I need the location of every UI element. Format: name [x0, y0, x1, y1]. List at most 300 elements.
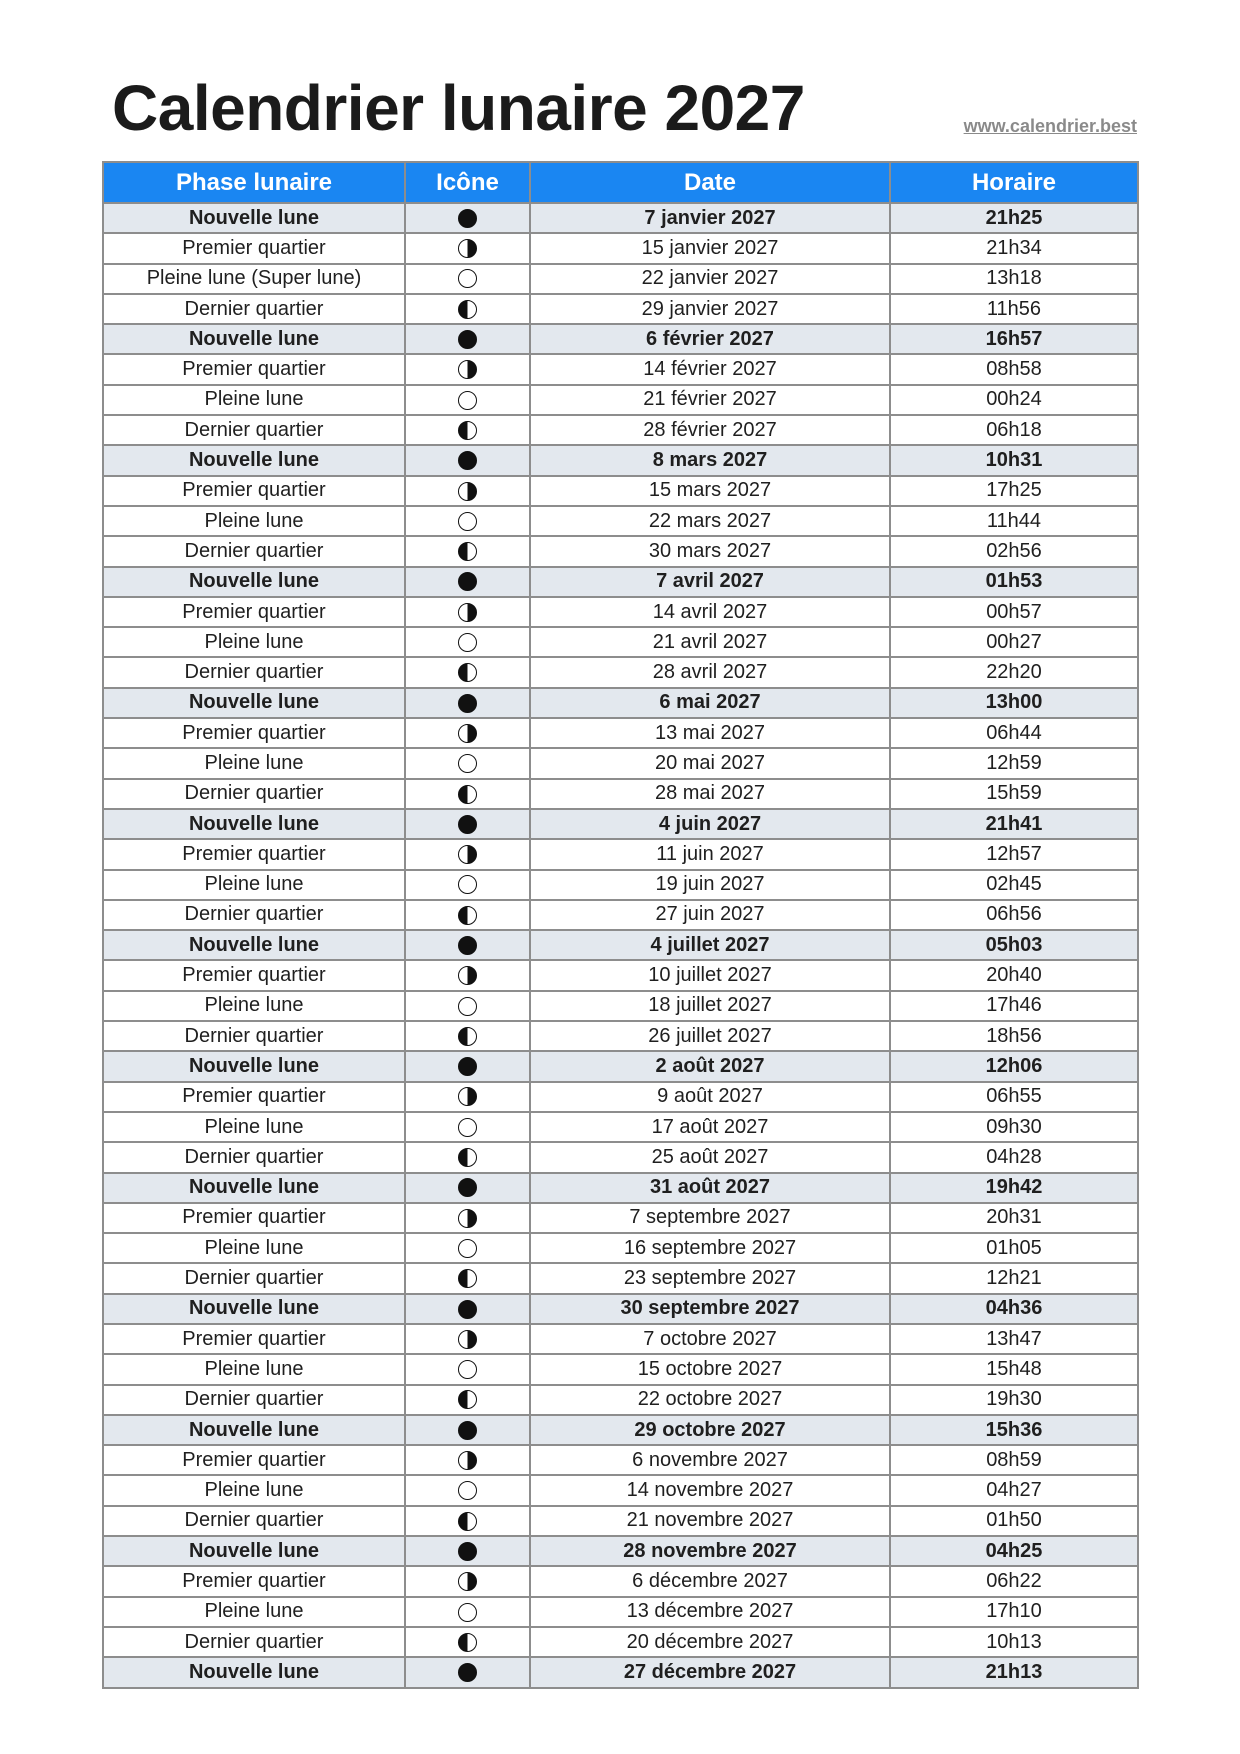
- cell-time: 00h24: [890, 385, 1138, 415]
- table-row: [103, 1233, 1138, 1263]
- cell-phase: Pleine lune: [103, 506, 405, 536]
- cell-icon: [405, 748, 530, 778]
- cell-icon: [405, 1566, 530, 1596]
- cell-time: 02h56: [890, 536, 1138, 566]
- cell-phase: Pleine lune: [103, 1112, 405, 1142]
- cell-phase: Dernier quartier: [103, 1021, 405, 1051]
- cell-icon: [405, 1475, 530, 1505]
- cell-icon: [405, 1051, 530, 1081]
- cell-date: 14 février 2027: [530, 354, 890, 384]
- cell-date: 31 août 2027: [530, 1173, 890, 1203]
- cell-phase: Pleine lune: [103, 1475, 405, 1505]
- cell-phase: Dernier quartier: [103, 657, 405, 687]
- table-row: [103, 1294, 1138, 1324]
- cell-phase: Nouvelle lune: [103, 445, 405, 475]
- cell-icon: [405, 870, 530, 900]
- cell-date: 28 novembre 2027: [530, 1536, 890, 1566]
- last-quarter-icon: [458, 663, 477, 682]
- cell-date: 9 août 2027: [530, 1082, 890, 1112]
- table-row: [103, 1263, 1138, 1293]
- cell-phase: Pleine lune: [103, 748, 405, 778]
- cell-phase: Pleine lune: [103, 627, 405, 657]
- cell-time: 05h03: [890, 930, 1138, 960]
- cell-phase: Pleine lune: [103, 1597, 405, 1627]
- table-row: [103, 1385, 1138, 1415]
- first-quarter-icon: [458, 1087, 477, 1106]
- full-moon-icon: [458, 1481, 477, 1500]
- cell-date: 27 décembre 2027: [530, 1657, 890, 1687]
- cell-icon: [405, 385, 530, 415]
- cell-icon: [405, 203, 530, 233]
- cell-phase: Nouvelle lune: [103, 1415, 405, 1445]
- cell-date: 22 janvier 2027: [530, 264, 890, 294]
- full-moon-icon: [458, 1360, 477, 1379]
- cell-time: 16h57: [890, 324, 1138, 354]
- first-quarter-icon: [458, 845, 477, 864]
- cell-date: 19 juin 2027: [530, 870, 890, 900]
- cell-phase: Nouvelle lune: [103, 688, 405, 718]
- table-row: [103, 1627, 1138, 1657]
- table-row: [103, 1475, 1138, 1505]
- full-moon-icon: [458, 997, 477, 1016]
- table-row: [103, 1021, 1138, 1051]
- cell-time: 21h13: [890, 1657, 1138, 1687]
- cell-time: 22h20: [890, 657, 1138, 687]
- cell-time: 12h06: [890, 1051, 1138, 1081]
- table-row: [103, 1597, 1138, 1627]
- cell-phase: Premier quartier: [103, 1324, 405, 1354]
- cell-phase: Nouvelle lune: [103, 1657, 405, 1687]
- cell-icon: [405, 1385, 530, 1415]
- cell-phase: Nouvelle lune: [103, 1173, 405, 1203]
- cell-date: 7 avril 2027: [530, 567, 890, 597]
- first-quarter-icon: [458, 360, 477, 379]
- table-row: [103, 870, 1138, 900]
- table-row: [103, 657, 1138, 687]
- full-moon-icon: [458, 391, 477, 410]
- cell-time: 15h59: [890, 779, 1138, 809]
- cell-date: 28 mai 2027: [530, 779, 890, 809]
- new-moon-icon: [458, 1663, 477, 1682]
- cell-date: 4 juillet 2027: [530, 930, 890, 960]
- table-row: [103, 718, 1138, 748]
- cell-icon: [405, 1597, 530, 1627]
- new-moon-icon: [458, 815, 477, 834]
- table-row: [103, 354, 1138, 384]
- cell-icon: [405, 991, 530, 1021]
- cell-date: 17 août 2027: [530, 1112, 890, 1142]
- cell-phase: Nouvelle lune: [103, 1051, 405, 1081]
- cell-icon: [405, 1657, 530, 1687]
- lunar-calendar-table: [102, 161, 1139, 1689]
- table-row: [103, 445, 1138, 475]
- full-moon-icon: [458, 754, 477, 773]
- cell-icon: [405, 506, 530, 536]
- cell-phase: Nouvelle lune: [103, 930, 405, 960]
- cell-icon: [405, 354, 530, 384]
- cell-time: 12h21: [890, 1263, 1138, 1293]
- cell-time: 21h34: [890, 233, 1138, 263]
- table-row: [103, 264, 1138, 294]
- table-row: [103, 597, 1138, 627]
- cell-time: 10h31: [890, 445, 1138, 475]
- full-moon-icon: [458, 633, 477, 652]
- cell-icon: [405, 688, 530, 718]
- cell-icon: [405, 567, 530, 597]
- table-row: [103, 1324, 1138, 1354]
- cell-icon: [405, 1415, 530, 1445]
- cell-date: 15 mars 2027: [530, 476, 890, 506]
- cell-time: 06h22: [890, 1566, 1138, 1596]
- cell-date: 15 janvier 2027: [530, 233, 890, 263]
- table-row: [103, 1082, 1138, 1112]
- cell-time: 18h56: [890, 1021, 1138, 1051]
- table-row: [103, 294, 1138, 324]
- last-quarter-icon: [458, 542, 477, 561]
- cell-time: 08h58: [890, 354, 1138, 384]
- cell-icon: [405, 1173, 530, 1203]
- cell-phase: Nouvelle lune: [103, 203, 405, 233]
- cell-date: 21 février 2027: [530, 385, 890, 415]
- cell-phase: Dernier quartier: [103, 536, 405, 566]
- cell-phase: Dernier quartier: [103, 1506, 405, 1536]
- table-row: [103, 627, 1138, 657]
- cell-icon: [405, 657, 530, 687]
- cell-phase: Pleine lune: [103, 385, 405, 415]
- cell-phase: Nouvelle lune: [103, 324, 405, 354]
- cell-time: 01h50: [890, 1506, 1138, 1536]
- table-header-row: [103, 162, 1138, 203]
- table-row: [103, 1536, 1138, 1566]
- cell-phase: Dernier quartier: [103, 1385, 405, 1415]
- table-row: [103, 1657, 1138, 1687]
- cell-date: 28 février 2027: [530, 415, 890, 445]
- last-quarter-icon: [458, 421, 477, 440]
- cell-icon: [405, 476, 530, 506]
- cell-date: 15 octobre 2027: [530, 1354, 890, 1384]
- cell-phase: Dernier quartier: [103, 1627, 405, 1657]
- cell-icon: [405, 1506, 530, 1536]
- cell-time: 08h59: [890, 1445, 1138, 1475]
- cell-time: 19h30: [890, 1385, 1138, 1415]
- cell-time: 06h18: [890, 415, 1138, 445]
- cell-time: 06h55: [890, 1082, 1138, 1112]
- cell-date: 22 mars 2027: [530, 506, 890, 536]
- last-quarter-icon: [458, 1390, 477, 1409]
- full-moon-icon: [458, 269, 477, 288]
- table-row: [103, 688, 1138, 718]
- cell-date: 21 novembre 2027: [530, 1506, 890, 1536]
- table-row: [103, 324, 1138, 354]
- cell-date: 2 août 2027: [530, 1051, 890, 1081]
- cell-date: 20 décembre 2027: [530, 1627, 890, 1657]
- new-moon-icon: [458, 572, 477, 591]
- full-moon-icon: [458, 1239, 477, 1258]
- cell-icon: [405, 839, 530, 869]
- cell-time: 06h56: [890, 900, 1138, 930]
- new-moon-icon: [458, 1178, 477, 1197]
- cell-icon: [405, 1324, 530, 1354]
- cell-time: 10h13: [890, 1627, 1138, 1657]
- cell-time: 15h48: [890, 1354, 1138, 1384]
- cell-icon: [405, 536, 530, 566]
- first-quarter-icon: [458, 1572, 477, 1591]
- cell-icon: [405, 1203, 530, 1233]
- cell-date: 25 août 2027: [530, 1142, 890, 1172]
- cell-phase: Premier quartier: [103, 839, 405, 869]
- cell-time: 13h18: [890, 264, 1138, 294]
- table-row: [103, 233, 1138, 263]
- cell-time: 04h28: [890, 1142, 1138, 1172]
- cell-icon: [405, 1294, 530, 1324]
- cell-date: 10 juillet 2027: [530, 960, 890, 990]
- cell-icon: [405, 445, 530, 475]
- cell-icon: [405, 294, 530, 324]
- cell-icon: [405, 1142, 530, 1172]
- cell-time: 17h10: [890, 1597, 1138, 1627]
- cell-time: 02h45: [890, 870, 1138, 900]
- cell-icon: [405, 900, 530, 930]
- cell-phase: Dernier quartier: [103, 415, 405, 445]
- table-row: [103, 415, 1138, 445]
- cell-icon: [405, 1627, 530, 1657]
- full-moon-icon: [458, 1603, 477, 1622]
- table-row: [103, 1566, 1138, 1596]
- new-moon-icon: [458, 936, 477, 955]
- cell-date: 23 septembre 2027: [530, 1263, 890, 1293]
- cell-date: 29 octobre 2027: [530, 1415, 890, 1445]
- first-quarter-icon: [458, 239, 477, 258]
- cell-icon: [405, 930, 530, 960]
- cell-time: 17h46: [890, 991, 1138, 1021]
- cell-time: 21h41: [890, 809, 1138, 839]
- cell-time: 00h27: [890, 627, 1138, 657]
- cell-phase: Dernier quartier: [103, 1142, 405, 1172]
- cell-phase: Pleine lune: [103, 1354, 405, 1384]
- cell-date: 4 juin 2027: [530, 809, 890, 839]
- cell-icon: [405, 1112, 530, 1142]
- last-quarter-icon: [458, 1512, 477, 1531]
- table-row: [103, 203, 1138, 233]
- cell-phase: Premier quartier: [103, 1082, 405, 1112]
- first-quarter-icon: [458, 1209, 477, 1228]
- cell-time: 04h36: [890, 1294, 1138, 1324]
- cell-phase: Pleine lune: [103, 1233, 405, 1263]
- table-row: [103, 385, 1138, 415]
- cell-phase: Nouvelle lune: [103, 567, 405, 597]
- cell-icon: [405, 1536, 530, 1566]
- cell-icon: [405, 233, 530, 263]
- cell-phase: Dernier quartier: [103, 779, 405, 809]
- cell-icon: [405, 718, 530, 748]
- cell-time: 20h40: [890, 960, 1138, 990]
- cell-icon: [405, 1263, 530, 1293]
- table-row: [103, 991, 1138, 1021]
- last-quarter-icon: [458, 1027, 477, 1046]
- table-row: [103, 930, 1138, 960]
- table-row: [103, 567, 1138, 597]
- first-quarter-icon: [458, 724, 477, 743]
- table-row: [103, 1051, 1138, 1081]
- table-row: [103, 960, 1138, 990]
- cell-time: 01h53: [890, 567, 1138, 597]
- cell-phase: Dernier quartier: [103, 1263, 405, 1293]
- first-quarter-icon: [458, 966, 477, 985]
- cell-date: 6 novembre 2027: [530, 1445, 890, 1475]
- cell-date: 28 avril 2027: [530, 657, 890, 687]
- cell-date: 18 juillet 2027: [530, 991, 890, 1021]
- cell-date: 13 mai 2027: [530, 718, 890, 748]
- cell-date: 16 septembre 2027: [530, 1233, 890, 1263]
- cell-time: 20h31: [890, 1203, 1138, 1233]
- cell-date: 8 mars 2027: [530, 445, 890, 475]
- cell-time: 09h30: [890, 1112, 1138, 1142]
- cell-date: 20 mai 2027: [530, 748, 890, 778]
- cell-time: 19h42: [890, 1173, 1138, 1203]
- cell-icon: [405, 960, 530, 990]
- new-moon-icon: [458, 1421, 477, 1440]
- cell-time: 13h00: [890, 688, 1138, 718]
- cell-phase: Nouvelle lune: [103, 1536, 405, 1566]
- cell-phase: Premier quartier: [103, 1566, 405, 1596]
- table-row: [103, 1506, 1138, 1536]
- cell-icon: [405, 1021, 530, 1051]
- table-row: [103, 900, 1138, 930]
- header-phase: Phase lunaire: [103, 162, 405, 203]
- cell-time: 04h25: [890, 1536, 1138, 1566]
- new-moon-icon: [458, 694, 477, 713]
- cell-time: 12h57: [890, 839, 1138, 869]
- table-row: [103, 748, 1138, 778]
- last-quarter-icon: [458, 906, 477, 925]
- cell-phase: Premier quartier: [103, 476, 405, 506]
- cell-phase: Premier quartier: [103, 1445, 405, 1475]
- cell-icon: [405, 1354, 530, 1384]
- last-quarter-icon: [458, 1148, 477, 1167]
- cell-time: 00h57: [890, 597, 1138, 627]
- cell-phase: Pleine lune (Super lune): [103, 264, 405, 294]
- cell-phase: Pleine lune: [103, 991, 405, 1021]
- last-quarter-icon: [458, 785, 477, 804]
- new-moon-icon: [458, 451, 477, 470]
- table-row: [103, 1415, 1138, 1445]
- full-moon-icon: [458, 875, 477, 894]
- cell-phase: Premier quartier: [103, 354, 405, 384]
- table-row: [103, 1203, 1138, 1233]
- cell-time: 12h59: [890, 748, 1138, 778]
- cell-phase: Nouvelle lune: [103, 809, 405, 839]
- cell-phase: Premier quartier: [103, 718, 405, 748]
- cell-icon: [405, 809, 530, 839]
- table-body: [103, 203, 1138, 1688]
- cell-icon: [405, 1082, 530, 1112]
- table-row: [103, 1112, 1138, 1142]
- cell-icon: [405, 627, 530, 657]
- cell-icon: [405, 264, 530, 294]
- full-moon-icon: [458, 1118, 477, 1137]
- cell-phase: Pleine lune: [103, 870, 405, 900]
- last-quarter-icon: [458, 1633, 477, 1652]
- cell-icon: [405, 779, 530, 809]
- cell-date: 11 juin 2027: [530, 839, 890, 869]
- table-row: [103, 506, 1138, 536]
- header-time: Horaire: [890, 162, 1138, 203]
- table-row: [103, 1445, 1138, 1475]
- cell-date: 6 mai 2027: [530, 688, 890, 718]
- table-row: [103, 839, 1138, 869]
- cell-date: 13 décembre 2027: [530, 1597, 890, 1627]
- page-title: Calendrier lunaire 2027: [112, 72, 805, 144]
- new-moon-icon: [458, 209, 477, 228]
- cell-icon: [405, 415, 530, 445]
- new-moon-icon: [458, 1057, 477, 1076]
- header-date: Date: [530, 162, 890, 203]
- full-moon-icon: [458, 512, 477, 531]
- cell-phase: Premier quartier: [103, 1203, 405, 1233]
- cell-date: 22 octobre 2027: [530, 1385, 890, 1415]
- cell-time: 11h56: [890, 294, 1138, 324]
- cell-icon: [405, 1445, 530, 1475]
- cell-time: 13h47: [890, 1324, 1138, 1354]
- header-icon: Icône: [405, 162, 530, 203]
- cell-time: 15h36: [890, 1415, 1138, 1445]
- cell-phase: Nouvelle lune: [103, 1294, 405, 1324]
- first-quarter-icon: [458, 482, 477, 501]
- cell-date: 7 janvier 2027: [530, 203, 890, 233]
- cell-date: 26 juillet 2027: [530, 1021, 890, 1051]
- new-moon-icon: [458, 1300, 477, 1319]
- cell-date: 6 février 2027: [530, 324, 890, 354]
- cell-time: 11h44: [890, 506, 1138, 536]
- cell-time: 01h05: [890, 1233, 1138, 1263]
- cell-date: 29 janvier 2027: [530, 294, 890, 324]
- cell-phase: Premier quartier: [103, 597, 405, 627]
- table-row: [103, 476, 1138, 506]
- site-link[interactable]: www.calendrier.best: [963, 116, 1137, 136]
- cell-time: 04h27: [890, 1475, 1138, 1505]
- cell-date: 7 octobre 2027: [530, 1324, 890, 1354]
- new-moon-icon: [458, 1542, 477, 1561]
- cell-time: 21h25: [890, 203, 1138, 233]
- table-row: [103, 809, 1138, 839]
- cell-time: 17h25: [890, 476, 1138, 506]
- table-row: [103, 779, 1138, 809]
- table-row: [103, 536, 1138, 566]
- first-quarter-icon: [458, 1330, 477, 1349]
- cell-phase: Premier quartier: [103, 960, 405, 990]
- last-quarter-icon: [458, 300, 477, 319]
- cell-icon: [405, 597, 530, 627]
- cell-icon: [405, 1233, 530, 1263]
- cell-time: 06h44: [890, 718, 1138, 748]
- cell-date: 14 avril 2027: [530, 597, 890, 627]
- cell-phase: Dernier quartier: [103, 294, 405, 324]
- new-moon-icon: [458, 330, 477, 349]
- cell-icon: [405, 324, 530, 354]
- last-quarter-icon: [458, 1269, 477, 1288]
- cell-date: 7 septembre 2027: [530, 1203, 890, 1233]
- cell-phase: Premier quartier: [103, 233, 405, 263]
- cell-date: 14 novembre 2027: [530, 1475, 890, 1505]
- table-row: [103, 1142, 1138, 1172]
- cell-date: 30 septembre 2027: [530, 1294, 890, 1324]
- first-quarter-icon: [458, 603, 477, 622]
- table-row: [103, 1354, 1138, 1384]
- table-row: [103, 1173, 1138, 1203]
- first-quarter-icon: [458, 1451, 477, 1470]
- cell-phase: Dernier quartier: [103, 900, 405, 930]
- cell-date: 6 décembre 2027: [530, 1566, 890, 1596]
